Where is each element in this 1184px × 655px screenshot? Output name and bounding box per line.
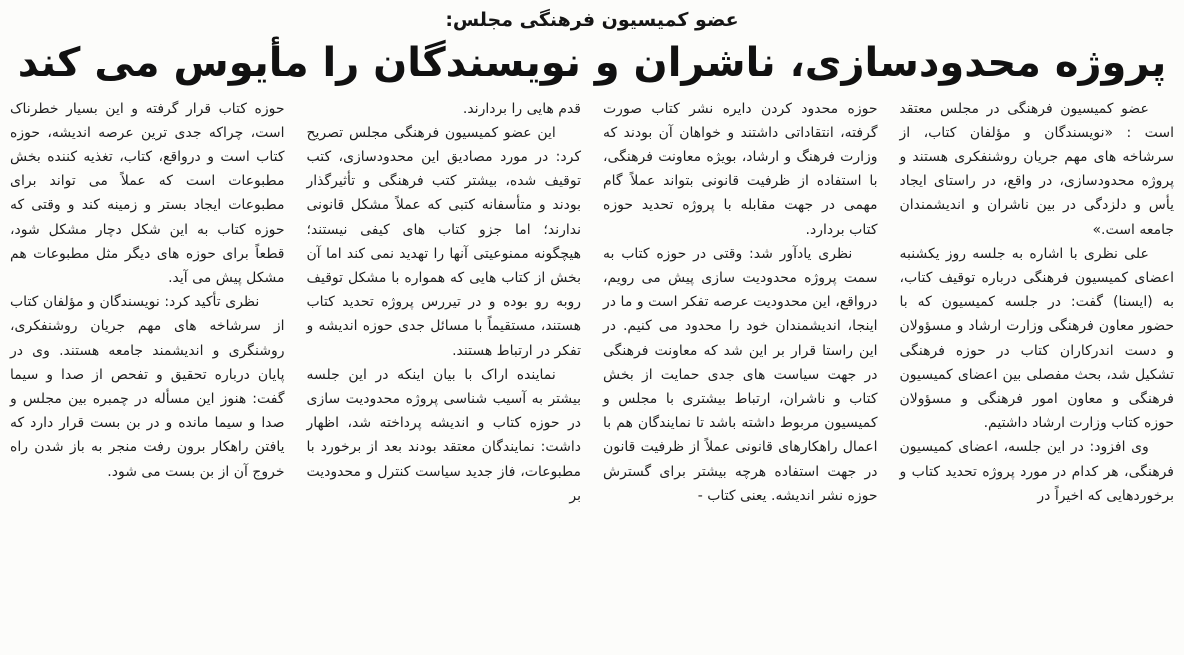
paragraph: وی افزود: در این جلسه، اعضای کمیسیون فرهنگی، هر کدام در مورد پروژه تحدید کتاب و برخوردهایی که اخیراً در [899, 439, 1174, 504]
kicker-line: عضو کمیسیون فرهنگی مجلس: [445, 9, 739, 31]
article-column-2 [603, 97, 878, 508]
article-column-3 [307, 97, 582, 508]
paragraph-continuation: حوزه محدود کردن دایره نشر کتاب صورت گرفته، انتقاداتی داشتند و خواهان آن بودند که وزارت فرهنگ و ارشاد، بویژه معاونت فرهنگی، با استفاده از ظرفیت قانونی بتواند عملاً گام مهمی در جهت مقابله با پروژه تحدید حوزه کتاب بردارد. [603, 100, 878, 238]
article-body [10, 97, 1174, 508]
paragraph: این عضو کمیسیون فرهنگی مجلس تصریح کرد: در مورد مصادیق این محدودسازی، کتب توقیف شده، بیشتر کتب فرهنگی و تأثیرگذار بودند و متأسفانه کتبی که عملاً مشکل قانونی ندارند؛ اما جزو کتاب های کیفی نیستند؛ هیچگونه ممنوعیتی آنها را تهدید نمی کند اما آن بخش از کتاب هایی که همواره با مشکل توقیف روبه رو بوده و در تیررس پروژه تحدید کتاب هستند، مستقیماً با مسائل جدی حوزه اندیشه و تفکر در ارتباط هستند. [306, 124, 581, 359]
headline: پروژه محدودسازی، ناشران و نویسندگان را مأیوس می کند [17, 39, 1167, 86]
paragraph-continuation: حوزه کتاب قرار گرفته و این بسیار خطرناک است، چراکه جدی ترین عرصه اندیشه، حوزه کتاب است و درواقع، کتاب، تغذیه کننده بخش مطبوعات است که عملاً می تواند برای مطبوعات ایجاد بستر و زمینه کند و وقتی که حوزه کتاب به این شکل دچار مشکل شود، قطعاً برای حوزه های دیگر مثل مطبوعات هم مشکل پیش می آید. [10, 100, 285, 286]
paragraph: عضو کمیسیون فرهنگی در مجلس معتقد است : «نویسندگان و مؤلفان کتاب، از سرشاخه های مهم جریان روشنفکری هستند و پروژه محدودسازی، در واقع، در راستای ایجاد یأس و دلزدگی در بین ناشران و اندیشمندان جامعه است.» [899, 100, 1174, 238]
paragraph: نظری یادآور شد: وقتی در حوزه کتاب به سمت پروژه محدودیت سازی پیش می رویم، درواقع، این محدودیت عرصه تفکر است و ما در اینجا، اندیشمندان خود را محدود می کنیم. در این راستا قرار بر این شد که معاونت فرهنگی در جهت سیاست های جدی حمایت از بخش کتاب و ناشران، ارتباط بیشتری با مجلس و کمیسیون مربوط داشته باشد تا نمایندگان هم با اعمال راهکارهای قانونی عملاً از ظرفیت قانون در جهت استفاده هرچه بیشتر برای گسترش حوزه نشر اندیشه. یعنی کتاب - [603, 245, 878, 504]
article-column-4 [10, 97, 285, 484]
paragraph: نظری تأکید کرد: نویسندگان و مؤلفان کتاب از سرشاخه های مهم جریان روشنفکری، روشنگری و اندیشمند جامعه هستند. وی در پایان درباره تحقیق و تفحص از صدا و سیما گفت: هنوز این مسأله در چمبره بین مجلس و صدا و سیما مانده و در بن بست قرار دارد که یافتن راهکار برون رفت منجر به باز شدن راه خروج آن از بن بست می شود. [10, 294, 285, 480]
paragraph-continuation: قدم هایی را بردارند. [462, 100, 581, 117]
paragraph: علی نظری با اشاره به جلسه روز یکشنبه اعضای کمیسیون فرهنگی درباره توقیف کتاب، به (ایسنا) گفت: در جلسه کمیسیون که با حضور معاون فرهنگی وزارت ارشاد و مسؤولان و دست اندرکاران کتاب در حوزه فرهنگی تشکیل شد، بحث مفصلی بین اعضای کمیسیون فرهنگی و معاون امور فرهنگی و مسؤولان حوزه کتاب وزارت ارشاد داشتیم. [899, 245, 1174, 432]
article-header [10, 6, 1174, 89]
paragraph: نماینده اراک با بیان اینکه در این جلسه بیشتر به آسیب شناسی پروژه محدودیت سازی در حوزه کتاب و اندیشه پرداخته شد، اظهار داشت: نمایندگان معتقد بودند بعد از برخورد با مطبوعات، فاز جدید سیاست کنترل و محدودیت بر [306, 366, 581, 504]
article-column-1 [900, 97, 1175, 508]
